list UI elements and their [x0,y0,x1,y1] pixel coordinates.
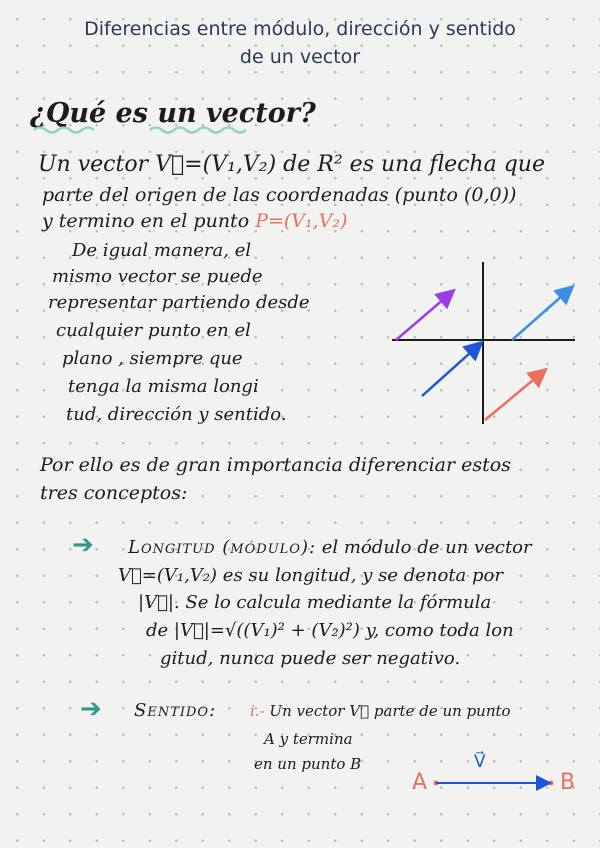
para2-line-6: tenga la misma longi [68,376,259,397]
section-heading: ¿Qué es un vector? [30,98,316,129]
point-b-dot [549,781,554,786]
sentido-line-3: en un punto B [254,755,362,773]
para3-line-1: Por ello es de gran importancia diferenciar estos [40,454,511,476]
sentido-label: Sentido: [134,700,217,721]
title-line-2: de un vector [239,46,361,68]
vector-light-blue [512,288,571,340]
vector-salmon [485,371,544,420]
para2-line-4: cualquier punto en el [56,320,251,341]
point-b-label: B [560,770,576,795]
para2-line-3: representar partiendo desde [48,292,310,313]
para2-line-2: mismo vector se puede [52,266,263,287]
sentido-line-2: A y termina [264,730,353,748]
longitud-line-4: de |V⃗|=√((V₁)² + (V₂)²) y, como toda lon [146,620,514,641]
point-a-label: A [412,770,428,795]
r2-symbol: R² [317,152,343,177]
para3-line-2: tres conceptos: [40,482,188,504]
vector-purple [396,292,452,340]
longitud-line-2: V⃗=(V₁,V₂) es su longitud, y se denota por [118,565,503,586]
vector-blue [422,344,480,396]
sentido-line-1: i.- Un vector V⃗ parte de un punto [250,702,511,720]
longitud-line-5: gitud, nunca puede ser negativo. [160,648,461,669]
module-formula: |V⃗|=√((V₁)² + (V₂)²) [173,620,360,641]
title-line-1: Diferencias entre módulo, dirección y sentido [84,18,516,40]
point-p: P=(V₁,V₂) [255,210,348,232]
arrow-right-icon: ➔ [72,530,94,560]
longitud-label: Longitud (módulo): [128,537,317,558]
longitud-line-3: |V⃗|. Se lo calcula mediante la fórmula [138,592,492,613]
intro-line-2: parte del origen de las coordenadas (punto (0,0)) [42,184,517,206]
para2-line-1: De igual manera, el [72,240,252,261]
para2-line-5: plano , siempre que [62,348,243,369]
arrow-right-icon: ➔ [80,694,102,724]
vector-ab-label: V⃗ [474,752,486,772]
intro-line-3: y termino en el punto P=(V₁,V₂) [42,210,348,232]
vector-symbol: V⃗ [155,152,185,177]
longitud-line-1: Longitud (módulo): el módulo de un vector [128,537,532,558]
para2-line-7: tud, dirección y sentido. [66,404,287,425]
intro-line-1: Un vector V⃗=(V₁,V₂) de R² es una flecha que [38,152,545,177]
